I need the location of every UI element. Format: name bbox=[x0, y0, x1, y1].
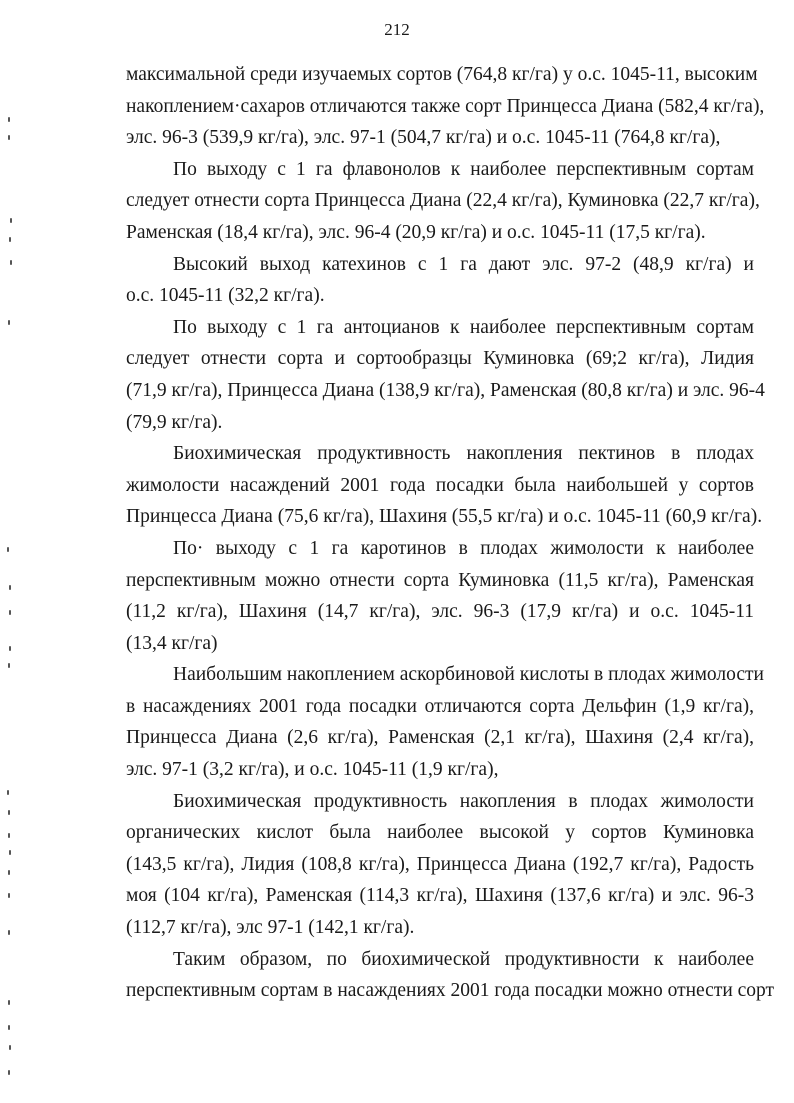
paragraph bbox=[126, 533, 754, 659]
scan-mark bbox=[8, 135, 10, 140]
scan-mark bbox=[8, 117, 10, 122]
text-line: Биохимическая продуктивность накопления пектинов в плодах bbox=[173, 443, 754, 465]
scan-mark bbox=[8, 1070, 10, 1075]
scan-mark bbox=[9, 646, 11, 651]
page-number: 212 bbox=[384, 20, 410, 39]
scan-mark bbox=[8, 893, 10, 898]
text-line: Наибольшим накоплением аскорбиновой кислоты в плодах жимолости bbox=[173, 664, 764, 686]
scan-mark bbox=[8, 663, 10, 668]
text-line: максимальной среди изучаемых сортов (764,8 кг/га) у о.с. 1045-11, высоким bbox=[126, 64, 758, 85]
text-line: Раменская (18,4 кг/га), элс. 96-4 (20,9 кг/га) и о.с. 1045-11 (17,5 кг/га). bbox=[126, 221, 706, 243]
paragraph bbox=[126, 249, 754, 312]
scan-mark bbox=[7, 790, 9, 795]
scan-mark bbox=[8, 1000, 10, 1005]
text-line: моя (104 кг/га), Раменская (114,3 кг/га), Шахиня (137,6 кг/га) и элс. 96-3 bbox=[126, 885, 754, 907]
text-line: (71,9 кг/га), Принцесса Диана (138,9 кг/га), Раменская (80,8 кг/га) и элс. 96-4 bbox=[126, 379, 765, 401]
text-line: Принцесса Диана (75,6 кг/га), Шахиня (55,5 кг/га) и о.с. 1045-11 (60,9 кг/га). bbox=[126, 506, 763, 528]
paragraph bbox=[126, 786, 754, 944]
text-line: в насаждениях 2001 года посадки отличаются сорта Дельфин (1,9 кг/га), bbox=[126, 695, 754, 717]
text-line: (143,5 кг/га), Лидия (108,8 кг/га), Принцесса Диана (192,7 кг/га), Радость bbox=[126, 853, 754, 875]
scan-mark bbox=[8, 930, 10, 935]
scan-mark bbox=[8, 320, 10, 325]
paragraph bbox=[126, 312, 765, 438]
text-line: перспективным сортам в насаждениях 2001 года посадки можно отнести сорт bbox=[126, 980, 775, 1002]
scan-mark bbox=[8, 870, 10, 875]
text-line: Принцесса Диана (2,6 кг/га), Раменская (2,1 кг/га), Шахиня (2,4 кг/га), bbox=[126, 727, 754, 749]
paragraph bbox=[126, 438, 763, 533]
text-line: По выходу с 1 га флавонолов к наиболее перспективным сортам bbox=[173, 158, 754, 180]
text-line: (11,2 кг/га), Шахиня (14,7 кг/га), элс. 96-3 (17,9 кг/га) и о.с. 1045-11 bbox=[126, 601, 754, 623]
scan-mark bbox=[9, 850, 11, 855]
scan-mark bbox=[9, 1045, 11, 1050]
scan-mark bbox=[8, 1025, 10, 1030]
text-line: элс. 96-3 (539,9 кг/га), элс. 97-1 (504,7 кг/га) и о.с. 1045-11 (764,8 кг/га), bbox=[126, 127, 721, 149]
text-line: Высокий выход катехинов с 1 га дают элс. 97-2 (48,9 кг/га) и bbox=[173, 253, 754, 275]
paragraph bbox=[126, 154, 760, 249]
text-line: следует отнести сорта и сортообразцы Куминовка (69;2 кг/га), Лидия bbox=[126, 348, 754, 370]
body-text bbox=[126, 59, 775, 1007]
text-line: накоплением·сахаров отличаются также сорт Принцесса Диана (582,4 кг/га), bbox=[126, 95, 765, 117]
text-line: Биохимическая продуктивность накопления в плодах жимолости bbox=[173, 790, 754, 812]
scan-mark bbox=[8, 833, 10, 838]
text-line: По выходу с 1 га антоцианов к наиболее перспективным сортам bbox=[173, 316, 754, 338]
scan-margin-marks bbox=[0, 0, 20, 1103]
text-line: элс. 97-1 (3,2 кг/га), и о.с. 1045-11 (1,9 кг/га), bbox=[126, 759, 499, 781]
text-line: (13,4 кг/га) bbox=[126, 632, 218, 654]
text-line: (112,7 кг/га), элс 97-1 (142,1 кг/га). bbox=[126, 917, 415, 939]
paragraph bbox=[126, 659, 764, 785]
scan-mark bbox=[7, 547, 9, 552]
paragraph bbox=[126, 59, 765, 154]
text-line: органических кислот была наиболее высокой у сортов Куминовка bbox=[126, 822, 754, 844]
text-line: Таким образом, по биохимической продуктивности к наиболее bbox=[173, 948, 754, 970]
scan-mark bbox=[9, 610, 11, 615]
text-line: следует отнести сорта Принцесса Диана (22,4 кг/га), Куминовка (22,7 кг/га), bbox=[126, 190, 760, 212]
scan-mark bbox=[10, 218, 12, 223]
text-line: жимолости насаждений 2001 года посадки была наибольшей у сортов bbox=[126, 474, 754, 496]
scan-mark bbox=[8, 810, 10, 815]
scan-mark bbox=[9, 237, 11, 242]
text-line: перспективным можно отнести сорта Куминовка (11,5 кг/га), Раменская bbox=[126, 569, 754, 591]
text-line: о.с. 1045-11 (32,2 кг/га). bbox=[126, 285, 325, 307]
scan-mark bbox=[10, 260, 12, 265]
text-line: (79,9 кг/га). bbox=[126, 411, 223, 433]
scan-mark bbox=[9, 585, 11, 590]
text-line: По· выходу с 1 га каротинов в плодах жимолости к наиболее bbox=[173, 537, 754, 559]
paragraph bbox=[126, 944, 775, 1007]
